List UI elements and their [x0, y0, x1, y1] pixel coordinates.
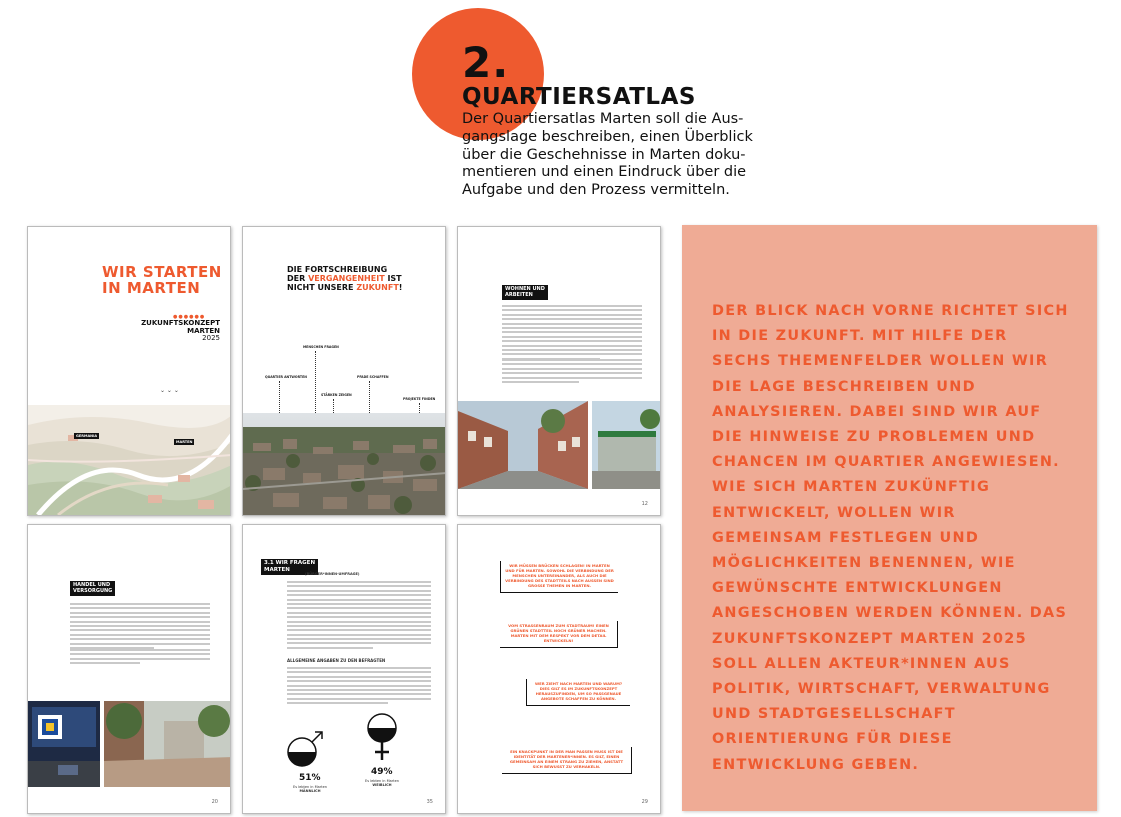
body-text-placeholder [70, 603, 210, 651]
map-label-marten: MARTEN [176, 440, 193, 444]
map-label-germania: GERMANIA [76, 434, 98, 438]
intro-line: Aufgabe und den Prozess vermitteln. [462, 182, 730, 199]
birds-icon: ⌄ ⌄ ⌄ [160, 387, 179, 394]
chapter-intro [462, 111, 753, 200]
intro-line: über die Geschehnisse in Marten doku- [462, 146, 746, 163]
page-number: 12 [641, 501, 648, 507]
survey-subtitle: (BÜRGER*INNEN-UMFRAGE) [305, 572, 360, 576]
quote-bubble: WIR MÜSSEN BRÜCKEN SCHLAGEN! IN MARTEN UND FÜR MARTEN. SOWOHL DIE VERBINDUNG DER MENSCHEN UNTEREINANDER, ALS AUCH DIE VERBINDUNG DES STADTTEILS NACH AUSSEN SIND GROSSE THEMEN IN MARTEN. [500, 561, 618, 593]
supermarket-photo [28, 701, 100, 787]
female-symbol-icon [365, 711, 399, 763]
cover-dots: ●●●●●● [173, 314, 206, 320]
quote-bubble: WER ZIEHT NACH MARTEN UND WARUM? DIES GILT ES IM ZUKUNFTSKONZEPT HERAUSZUFINDEN, UM SO PASSGENAUE ANGEBOTE SCHAFFEN ZU KÖNNEN. [526, 679, 630, 706]
fortschreibung-title: DIE FORTSCHREIBUNG DER VERGANGENHEIT IST NICHT UNSERE ZUKUNFT! [287, 265, 403, 293]
chapter-title: QUARTIERSATLAS [462, 84, 696, 110]
intro-line: Der Quartiersatlas Marten soll die Aus- [462, 111, 744, 127]
survey-heading: ALLGEMEINE ANGABEN ZU DEN BEFRAGTEN [287, 658, 386, 663]
male-percentage: 51% [299, 773, 321, 783]
quote-text: DER BLICK NACH VORNE RICHTET SICH IN DIE ZUKUNFT. MIT HILFE DER SECHS THEMENFELDER WOLLEN WIR DIE LAGE BESCHREIBEN UND ANALYSIEREN. DABEI SIND WIR AUF DIE HINWEISE ZU PROBLEMEN UND CHANCEN IM QUARTIER ANGEWIESEN. WIE SICH MARTEN ZUKÜNFTIG ENTWICKELT, WOLLEN WIR GEMEINSAM FESTLEGEN UND MÖGLICHKEITEN BENENNEN, WIE GEWÜNSCHTE ENTWICKLUNGEN ANGESCHOBEN WERDEN KÖNNEN. DAS ZUKUNFTSKONZEPT MARTEN 2025 SOLL ALLEN AKTEUR*INNEN AUS POLITIK, WIRTSCHAFT, VERWALTUNG UND STADTGESELLSCHAFT ORIENTIERUNG FÜR DIESE ENTWICKLUNG GEBEN. [712, 303, 1069, 773]
section-tag: HANDEL UND VERSORGUNG [70, 581, 115, 596]
page-number: 35 [426, 799, 433, 805]
page-thumbnail-wohnen [457, 226, 661, 516]
page-number: 29 [641, 799, 648, 805]
body-text-placeholder [502, 305, 642, 362]
stick-label: QUARTIER ANTWORTEN [265, 375, 307, 379]
quote-box [682, 225, 1097, 811]
stick-label: STÄRKEN ZEIGEN [321, 393, 352, 397]
street-photo [458, 401, 588, 489]
stick-label: PROJEKTE FINDEN [403, 397, 436, 401]
quote-bubble: EIN KNACKPUNKT IN DER MAN PASSEN MUSS IST DIE IDENTITÄT DER MARTENER*INNEN. ES GILT, EINEN GEMEINSAM AN EINEM STRANG ZU ZIEHEN, ANSTATT SICH BEWUSST ZU VERHAKELN. [502, 747, 632, 774]
section-tag: 3.1 WIR FRAGEN MARTEN [261, 559, 318, 575]
page-thumbnail-fortschreibung [242, 226, 446, 516]
body-text-placeholder [287, 667, 431, 707]
body-text-placeholder [70, 649, 210, 667]
cover-subtitle: ZUKUNFTSKONZEPT MARTEN 2025 [141, 319, 220, 343]
stick-label: PFADE SCHAFFEN [357, 375, 389, 379]
intro-line: gangslage beschreiben, einen Überblick [462, 128, 753, 145]
stick-label: MENSCHEN FRAGEN [303, 345, 339, 349]
body-text-placeholder [502, 359, 642, 385]
page-number: 20 [211, 799, 218, 805]
page-thumbnail-quotes [457, 524, 661, 814]
female-percentage: 49% [371, 767, 393, 777]
aerial-town-photo [243, 413, 446, 516]
plaza-photo [104, 701, 231, 787]
quote-bubble: VOM STRASSENRAUM ZUM STADTRAUM! EINEN GRÜNEN STADTTEIL NOCH GRÜNER MACHEN. MARTEN MIT DEM RESPEKT VOR DEM DETAIL ENTWICKELN! [500, 621, 618, 648]
cover-title: WIR STARTEN IN MARTEN [102, 263, 222, 298]
chapter-number: 2. [462, 38, 510, 87]
intro-line: mentieren und einen Eindruck über die [462, 164, 747, 181]
page-thumbnail-cover [27, 226, 231, 516]
male-symbol-icon [285, 729, 325, 769]
page-thumbnail-handel [27, 524, 231, 814]
female-caption: Es lebten in Marten WEIBLICH [364, 779, 399, 788]
page-thumbnail-fragen [242, 524, 446, 814]
stick-marker [315, 351, 316, 421]
section-tag: WOHNEN UND ARBEITEN [502, 285, 548, 300]
body-text-placeholder [287, 581, 431, 651]
shop-photo [592, 401, 661, 489]
male-caption: Es lebten in Marten MÄNNLICH [292, 785, 327, 794]
aerial-map-illustration [28, 405, 231, 515]
